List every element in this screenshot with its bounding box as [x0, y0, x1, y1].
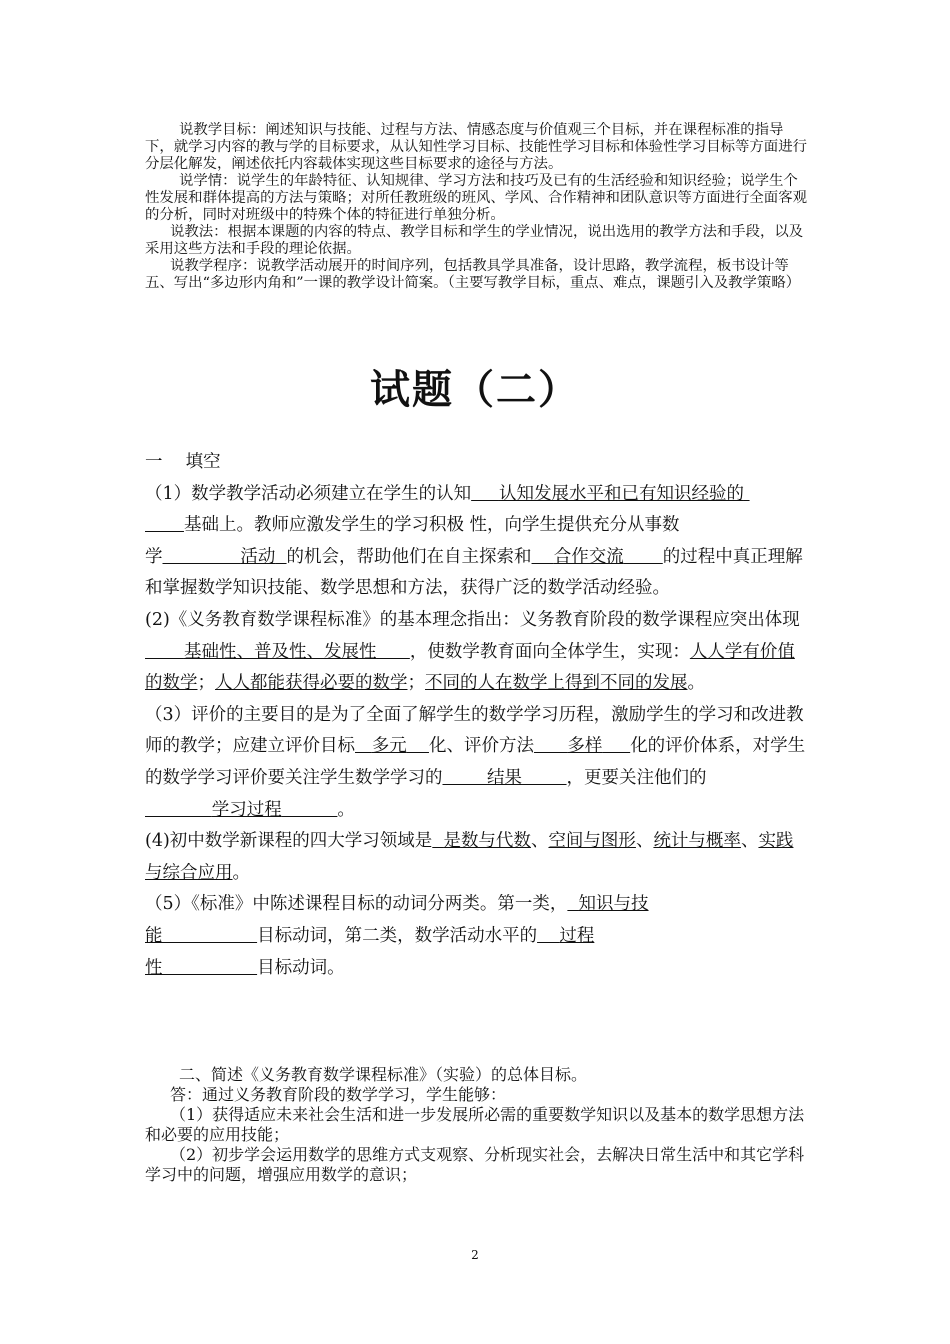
q2-text-a: (2)《义务教育数学课程标准》的基本理念指出：义务教育阶段的数学课程应突出体现 [145, 609, 800, 630]
q3-blank-c [443, 768, 567, 788]
q5-text-b: 目标动词，第二类，数学活动水平的 [257, 925, 538, 946]
q4-answer-a: 数与代数 [460, 831, 531, 852]
paragraph-student-situation: 说学情：说学生的年龄特征、认知规律、学习方法和技巧及已有的生活经验和知识经验；说学生个性发展和群体提高的方法与策略；对所任教班级的班风、学风、合作精神和团队意识等方面进行全面客观的分析，同时对班级中的特殊个体的特征进行单独分析。 [145, 173, 807, 223]
q1-text-c: 学 [145, 546, 163, 567]
q1-blank-d [532, 547, 663, 567]
q3-text-d: ，更要关注他们的 [566, 767, 707, 788]
q3-blank-d [145, 800, 337, 820]
question-5 [145, 889, 810, 984]
q4-sep-2: 、 [635, 831, 654, 852]
q2-end: 。 [687, 673, 705, 694]
question-2 [145, 605, 810, 700]
q1-text-f: 过程中真正理解和掌握数学知识技能、数学思想和方法，获得广泛的数学活动经验。 [145, 546, 803, 599]
paragraph-teaching-method: 说教法：根据本课题的内容的特点、教学目标和学生的学业情况，说出选用的教学方法和手段，以及采用这些方法和手段的理论依据。 [145, 224, 804, 257]
q5-text-c: 目标动词。 [257, 957, 345, 978]
question-1 [145, 479, 810, 605]
q3-answer-b: 多样 [567, 736, 603, 757]
q3-blank-a [355, 736, 429, 756]
answer-item-2: （2）初步学会运用数学的思维方式支观察、分析现实社会，去解决日常生活中和其它学科学习中的问题，增强应用数学的意识； [145, 1145, 805, 1184]
q5-answer-a: 知识与技 [578, 894, 649, 915]
summary-section [145, 1065, 810, 1185]
q1-text-a: （1）数学教学活动必须建立在学生的认知 [145, 483, 472, 504]
q1-answer-b: 活动 [240, 546, 276, 567]
q2-blank [145, 642, 410, 662]
q2-text-b: ，使数学教育面向全体学生，实现： [409, 641, 690, 662]
q4-answer-d: 实践与综合应用 [145, 831, 794, 883]
q1-text-e: 的 [662, 546, 681, 567]
page-number: 2 [471, 1248, 479, 1262]
q4-word: 是 [443, 831, 461, 852]
q4-text-a: (4)初中数学新课程的四大学习领域是 [145, 831, 433, 852]
q1-text-b: 基础上。教师应激发学生的学习积极 性，向学生提供充分从事数 [183, 515, 680, 536]
q4-end: 。 [232, 862, 250, 883]
q1-answer-a: 认知发展水平和已有知识经验的 [498, 483, 744, 504]
q5-blank-d [145, 958, 257, 978]
q1-text-d: 的机会，帮助他们在自主探索和 [286, 546, 532, 567]
q5-text-a: （5）《标准》中陈述课程目标的动词分两类。第一类， [145, 894, 568, 915]
q1-answer-c: 合作交流 [553, 546, 624, 567]
q2-sep-1: ； [197, 673, 215, 694]
q3-answer-c: 结果 [487, 767, 523, 788]
q5-answer-b: 能 [145, 925, 163, 946]
q2-answer-d: 不同的人在数学上得到不同的发展 [425, 673, 688, 694]
q3-text-b: 化、评价方法 [428, 736, 534, 757]
q5-blank-b [145, 926, 257, 946]
question-five: 五、写出“多边形内角和”一课的教学设计简案。（主要写教学目标，重点、难点，课题引入及教学策略） [145, 275, 801, 291]
q5-blank-c [537, 926, 594, 946]
fill-in-section [145, 447, 810, 984]
answer-item-1: （1）获得适应未来社会生活和进一步发展所必需的重要数学知识以及基本的数学思想方法和必要的应用技能； [145, 1105, 805, 1144]
paragraph-teaching-procedure: 说教学程序：说教学活动展开的时间序列，包括教具学具准备，设计思路，教学流程，板书设计等 [170, 258, 789, 274]
q4-blank [432, 831, 461, 851]
q1-blank-c [163, 547, 287, 567]
q2-answer-a: 基础性、普及性、发展性 [183, 641, 377, 662]
q3-answer-a: 多元 [371, 736, 407, 757]
question-4 [145, 826, 810, 889]
q3-end: 。 [337, 799, 355, 820]
q2-answer-b: 人人学有价值的数学 [145, 641, 795, 694]
answer-intro: 答：通过义务教育阶段的数学学习，学生能够： [170, 1085, 507, 1104]
q1-blank-b [145, 515, 184, 535]
q3-blank-b [534, 736, 630, 756]
q3-answer-d: 学习过程 [211, 799, 282, 820]
intro-section [145, 122, 810, 292]
q5-blank-a [567, 894, 648, 914]
q4-sep-1: 、 [530, 831, 549, 852]
q3-text-c: 化的评价体系，对学生的数学学习评价要关注学生数学学习的 [145, 736, 806, 788]
section-2-heading: 二、简述《义务教育数学课程标准》（实验）的总体目标。 [179, 1065, 588, 1084]
q2-answer-c: 人人都能获得必要的数学 [215, 673, 408, 694]
question-3 [145, 700, 810, 826]
paragraph-teaching-goals: 说教学目标：阐述知识与技能、过程与方法、情感态度与价值观三个目标，并在课程标准的指导下，就学习内容的教与学的目标要求，从认知性学习目标、技能性学习目标和体验性学习目标等方面进行分层化解发，阐述依托内容载体实现这些目标要求的途径与方法。 [145, 122, 807, 172]
q5-answer-d: 性 [145, 957, 163, 978]
q5-answer-c: 过程 [559, 925, 595, 946]
section-heading: 一 填空 [145, 452, 221, 472]
q2-sep-2: ； [407, 673, 425, 694]
q3-text-a: （3）评价的主要目的是为了全面了解学生的数学学习历程，激励学生的学习和改进教师的教学；应建立评价目标 [145, 704, 804, 757]
page-title: 试题（二） [370, 367, 580, 413]
q4-sep-3: 、 [740, 831, 759, 852]
q4-answer-b: 空间与图形 [548, 831, 636, 852]
q4-answer-c: 统计与概率 [653, 831, 741, 852]
q1-blank-a [471, 484, 749, 504]
